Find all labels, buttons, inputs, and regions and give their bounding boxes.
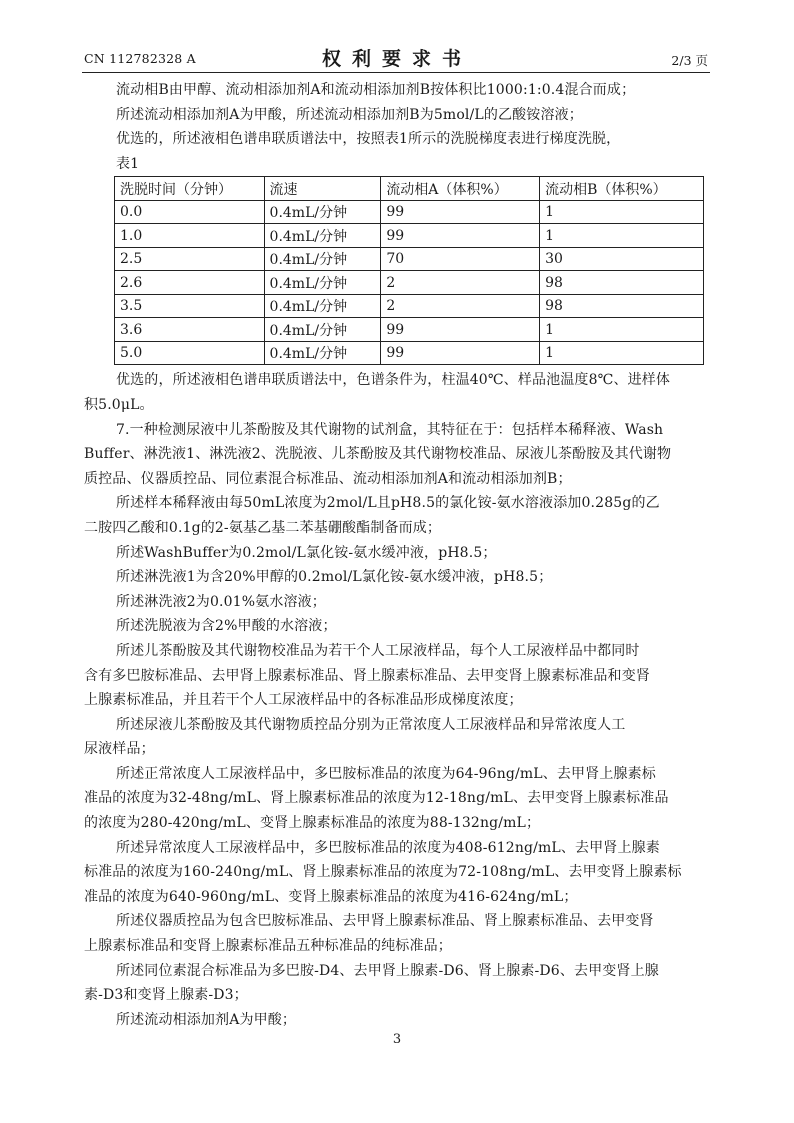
table-cell: 2.5 (115, 247, 265, 271)
text-line: 二胺四乙酸和0.1g的2-氨基乙基二苯基硼酸酯制备而成； (84, 519, 442, 536)
table-header-cell: 流速 (264, 177, 381, 201)
text-line: 优选的，所述液相色谱串联质谱法中，按照表1所示的洗脱梯度表进行梯度洗脱， (116, 131, 621, 148)
top-paragraphs (84, 78, 708, 176)
table-cell: 3.6 (115, 318, 265, 342)
table-row (115, 247, 704, 271)
table-body (115, 200, 704, 365)
table-cell: 98 (540, 294, 704, 318)
document-title: 权利要求书 (321, 48, 472, 70)
table-header-cell: 洗脱时间（分钟） (115, 177, 265, 201)
page-number: 3 (392, 1032, 402, 1047)
text-line: 的浓度为280-420ng/mL、变肾上腺素标准品的浓度为88-132ng/mL； (84, 815, 541, 832)
table-cell: 0.4mL/分钟 (264, 200, 381, 224)
table-cell: 99 (381, 224, 540, 248)
table-cell: 1.0 (115, 224, 265, 248)
text-line: 所述同位素混合标准品为多巴胺-D4、去甲肾上腺素-D6、肾上腺素-D6、去甲变肾上腺 (116, 962, 659, 979)
text-line: 所述流动相添加剂A为甲酸，所述流动相添加剂B为5mol/L的乙酸铵溶液； (116, 106, 583, 123)
text-line: 所述异常浓度人工尿液样品中，多巴胺标准品的浓度为408-612ng/mL、去甲肾上腺素 (116, 839, 660, 856)
text-line: 积5.0μL。 (84, 396, 154, 413)
table-cell: 99 (381, 341, 540, 365)
table-cell: 2 (381, 294, 540, 318)
table-row (115, 224, 704, 248)
text-line: 准品的浓度为640-960ng/mL、变肾上腺素标准品的浓度为416-624ng/mL； (84, 888, 578, 905)
table-cell: 1 (540, 318, 704, 342)
text-line: 所述样本稀释液由每50mL浓度为2mol/L且pH8.5的氯化铵-氨水溶液添加0.285g的乙 (116, 495, 660, 512)
table-row (115, 341, 704, 365)
text-line: 所述WashBuffer为0.2mol/L氯化铵-氨水缓冲液，pH8.5； (116, 544, 497, 561)
table-header-row (115, 177, 704, 201)
text-line: 所述儿茶酚胺及其代谢物校准品为若干个人工尿液样品，每个人工尿液样品中都同时 (116, 642, 640, 659)
table-cell: 0.4mL/分钟 (264, 318, 381, 342)
table-row (115, 200, 704, 224)
text-line: 所述尿液儿茶酚胺及其代谢物质控品分别为正常浓度人工尿液样品和异常浓度人工 (116, 716, 626, 733)
table-header-cell: 流动相A（体积%） (381, 177, 540, 201)
table-cell: 99 (381, 200, 540, 224)
table-cell: 1 (540, 224, 704, 248)
text-line: 尿液样品； (84, 741, 155, 758)
table-cell: 3.5 (115, 294, 265, 318)
gradient-table (114, 176, 704, 365)
text-line: 优选的，所述液相色谱串联质谱法中，色谱条件为，柱温40℃、样品池温度8℃、进样体 (116, 372, 671, 389)
text-line: 上腺素标准品和变肾上腺素标准品五种标准品的纯标准品； (84, 938, 452, 955)
table-cell: 0.4mL/分钟 (264, 247, 381, 271)
header-rule (82, 72, 710, 73)
bottom-paragraphs (84, 368, 708, 1032)
text-line: 含有多巴胺标准品、去甲肾上腺素标准品、肾上腺素标准品、去甲变肾上腺素标准品和变肾 (84, 667, 650, 684)
text-line: 准品的浓度为32-48ng/mL、肾上腺素标准品的浓度为12-18ng/mL、去甲变肾上腺素标准品 (84, 790, 669, 807)
page-body (84, 78, 708, 1032)
table-cell: 0.4mL/分钟 (264, 294, 381, 318)
text-line: 质控品、仪器质控品、同位素混合标准品、流动相添加剂A和流动相添加剂B； (84, 470, 572, 487)
text-line: Buffer、淋洗液1、淋洗液2、洗脱液、儿茶酚胺及其代谢物校准品、尿液儿茶酚胺及其代谢物 (84, 446, 672, 463)
table-cell: 1 (540, 341, 704, 365)
text-line: 所述流动相添加剂A为甲酸； (116, 1011, 297, 1028)
publication-number: CN 112782328 A (84, 51, 196, 66)
text-line: 表1 (116, 155, 140, 172)
table-cell: 2 (381, 271, 540, 295)
table-cell: 0.4mL/分钟 (264, 271, 381, 295)
table-cell: 30 (540, 247, 704, 271)
text-line: 标准品的浓度为160-240ng/mL、肾上腺素标准品的浓度为72-108ng/mL、去甲变肾上腺素标 (84, 864, 682, 881)
text-line: 上腺素标准品，并且若干个人工尿液样品中的各标准品形成梯度浓度； (84, 692, 523, 709)
table-row (115, 318, 704, 342)
table-row (115, 294, 704, 318)
text-line: 所述仪器质控品为包含巴胺标准品、去甲肾上腺素标准品、肾上腺素标准品、去甲变肾 (116, 913, 654, 930)
text-line: 所述洗脱液为含2%甲酸的水溶液； (116, 618, 337, 635)
table-cell: 1 (540, 200, 704, 224)
table-cell: 2.6 (115, 271, 265, 295)
text-line: 所述正常浓度人工尿液样品中，多巴胺标准品的浓度为64-96ng/mL、去甲肾上腺素标 (116, 765, 656, 782)
table-cell: 70 (381, 247, 540, 271)
text-line: 7.一种检测尿液中儿茶酚胺及其代谢物的试剂盒，其特征在于：包括样本稀释液、Wash (116, 421, 664, 438)
table-cell: 98 (540, 271, 704, 295)
text-line: 所述淋洗液1为含20%甲醇的0.2mol/L氯化铵-氨水缓冲液，pH8.5； (116, 569, 553, 586)
table-cell: 0.4mL/分钟 (264, 341, 381, 365)
text-line: 流动相B由甲醇、流动相添加剂A和流动相添加剂B按体积比1000:1:0.4混合而成； (116, 82, 636, 98)
table-cell: 5.0 (115, 341, 265, 365)
gradient-table-wrapper (84, 176, 708, 365)
text-line: 所述淋洗液2为0.01%氨水溶液； (116, 593, 326, 610)
table-header-cell: 流动相B（体积%） (540, 177, 704, 201)
page-indicator: 2/3 页 (671, 53, 708, 68)
table-cell: 0.0 (115, 200, 265, 224)
text-line: 素-D3和变肾上腺素-D3； (84, 987, 248, 1004)
table-cell: 0.4mL/分钟 (264, 224, 381, 248)
table-cell: 99 (381, 318, 540, 342)
table-row (115, 271, 704, 295)
